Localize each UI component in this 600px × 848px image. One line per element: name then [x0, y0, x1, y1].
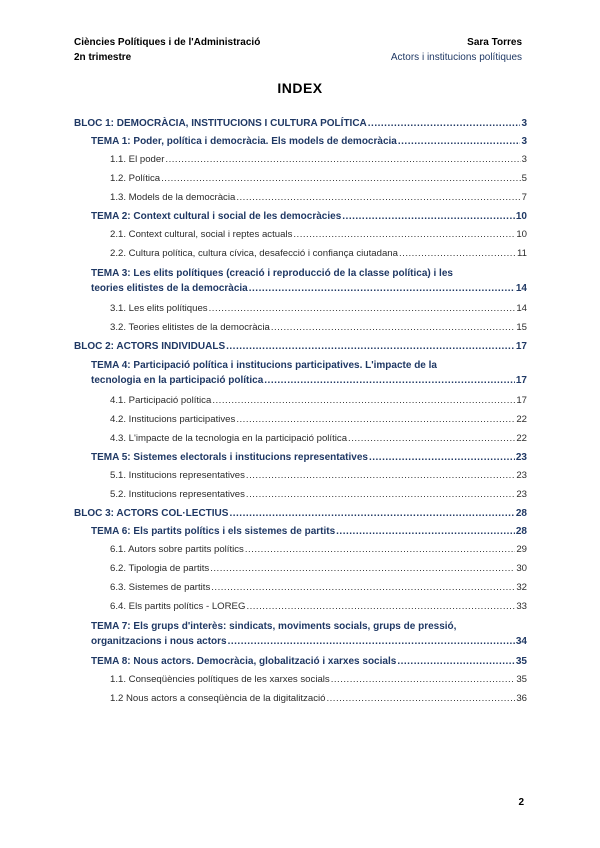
toc-entry-title: 5.1. Institucions representatives — [110, 470, 245, 481]
dot-leader — [271, 322, 516, 333]
toc-entry-tema[interactable] — [74, 526, 527, 544]
toc-entry-sub[interactable] — [74, 414, 527, 433]
toc-page-number: 28 — [515, 526, 527, 537]
toc-entry-title: 4.1. Participació política — [110, 395, 212, 406]
toc-entry-title: BLOC 2: ACTORS INDIVIDUALS — [74, 341, 226, 352]
toc-entry-title: 2.1. Context cultural, social i reptes actuals — [110, 229, 293, 240]
toc-page-number: 29 — [516, 544, 527, 555]
toc-page-number: 17 — [515, 341, 527, 352]
table-of-contents — [74, 118, 527, 712]
toc-entry-tema[interactable] — [74, 211, 527, 229]
toc-entry-title-line: TEMA 3: Les elits polítiques (creació i reproducció de la classe política) i les — [91, 268, 453, 279]
dot-leader — [211, 582, 515, 593]
toc-entry-sub[interactable] — [74, 395, 527, 414]
toc-entry-sub[interactable] — [74, 303, 527, 322]
toc-page-number: 11 — [517, 248, 527, 259]
toc-entry-title: 4.2. Institucions participatives — [110, 414, 236, 425]
toc-entry-title: 1.3. Models de la democràcia — [110, 192, 236, 203]
dot-leader — [342, 211, 515, 222]
dot-leader — [245, 544, 515, 555]
toc-entry-sub[interactable] — [74, 563, 527, 582]
toc-entry-sub[interactable] — [74, 248, 527, 267]
dot-leader — [226, 341, 515, 352]
toc-entry-title: TEMA 6: Els partits polítics i els sistemes de partits — [91, 526, 336, 537]
toc-page-number: 23 — [515, 452, 527, 463]
toc-entry-title: BLOC 1: DEMOCRÀCIA, INSTITUCIONS I CULTURA POLÍTICA — [74, 118, 367, 129]
toc-entry-title-line: TEMA 7: Els grups d'interès: sindicats, moviments socials, grups de pressió, — [91, 621, 457, 632]
dot-leader — [236, 192, 520, 203]
toc-entry-title: 2.2. Cultura política, cultura cívica, desafecció i confiança ciutadana — [110, 248, 398, 259]
dot-leader — [165, 154, 520, 165]
subject-name: Actors i institucions polítiques — [390, 51, 522, 63]
toc-entry-sub[interactable] — [74, 674, 527, 693]
toc-page-number: 17 — [515, 375, 527, 386]
toc-entry-title: 6.3. Sistemes de partits — [110, 582, 211, 593]
toc-page-number: 3 — [521, 154, 527, 165]
toc-page-number: 3 — [521, 118, 527, 129]
toc-entry-title: TEMA 5: Sistemes electorals i institucions representatives — [91, 452, 368, 463]
dot-leader — [369, 452, 515, 463]
toc-entry-tema[interactable] — [74, 452, 527, 470]
toc-page-number: 3 — [521, 136, 527, 147]
dot-leader — [246, 489, 515, 500]
dot-leader — [209, 303, 516, 314]
toc-page-number: 7 — [521, 192, 527, 203]
toc-entry-sub[interactable] — [74, 544, 527, 563]
toc-entry-title: teories elitistes de la democràcia — [91, 283, 248, 294]
dot-leader — [326, 693, 515, 704]
page-number: 2 — [518, 797, 524, 808]
author-name: Sara Torres — [467, 37, 522, 48]
toc-page-number: 30 — [516, 563, 527, 574]
toc-entry-title-line: TEMA 4: Participació política i institucions participatives. L'impacte de la — [91, 360, 437, 371]
toc-entry-sub[interactable] — [74, 173, 527, 192]
toc-entry-bloc[interactable] — [74, 508, 527, 526]
toc-entry-title: 3.1. Les elits polítiques — [110, 303, 208, 314]
course-title: Ciències Polítiques i de l'Administració — [74, 37, 261, 48]
dot-leader — [398, 136, 521, 147]
toc-entry-title: TEMA 2: Context cultural i social de les democràcies — [91, 211, 342, 222]
toc-entry-title: 6.1. Autors sobre partits polítics — [110, 544, 244, 555]
dot-leader — [161, 173, 521, 184]
toc-entry-tema2[interactable] — [74, 620, 527, 656]
dot-leader — [246, 601, 515, 612]
dot-leader — [397, 656, 515, 667]
dot-leader — [210, 563, 515, 574]
toc-page-number: 33 — [516, 601, 527, 612]
toc-entry-title: 1.2 Nous actors a conseqüència de la digitalització — [110, 693, 326, 704]
toc-entry-sub[interactable] — [74, 489, 527, 508]
toc-page-number: 17 — [516, 395, 527, 406]
toc-entry-title: TEMA 1: Poder, política i democràcia. Els models de democràcia — [91, 136, 397, 147]
toc-entry-title: organitzacions i nous actors — [91, 636, 227, 647]
toc-entry-title: 4.3. L'impacte de la tecnologia en la participació política — [110, 433, 348, 444]
toc-page-number: 35 — [516, 674, 527, 685]
dot-leader — [348, 433, 515, 444]
toc-entry-bloc[interactable] — [74, 341, 527, 359]
dot-leader — [246, 470, 515, 481]
term-label: 2n trimestre — [74, 51, 132, 63]
toc-entry-title: 5.2. Institucions representatives — [110, 489, 245, 500]
toc-page-number: 15 — [516, 322, 527, 333]
toc-page-number: 22 — [516, 414, 527, 425]
toc-page-number: 14 — [515, 283, 527, 294]
toc-entry-sub[interactable] — [74, 582, 527, 601]
dot-leader — [293, 229, 515, 240]
toc-entry-sub[interactable] — [74, 433, 527, 452]
dot-leader — [264, 373, 515, 389]
toc-entry-sub[interactable] — [74, 192, 527, 211]
toc-entry-sub[interactable] — [74, 229, 527, 248]
toc-page-number: 28 — [515, 508, 527, 519]
page-title: INDEX — [277, 80, 323, 96]
toc-page-number: 34 — [515, 636, 527, 647]
dot-leader — [212, 395, 515, 406]
toc-entry-tema2[interactable] — [74, 267, 527, 303]
toc-entry-bloc[interactable] — [74, 118, 527, 136]
toc-page-number: 22 — [516, 433, 527, 444]
dot-leader — [336, 526, 515, 537]
dot-leader — [249, 281, 515, 297]
toc-entry-title: 6.4. Els partits polítics - LOREG — [110, 601, 246, 612]
toc-entry-sub[interactable] — [74, 693, 527, 712]
toc-entry-title: 1.1. El poder — [110, 154, 165, 165]
toc-page-number: 32 — [516, 582, 527, 593]
dot-leader — [368, 118, 521, 129]
toc-entry-sub[interactable] — [74, 470, 527, 489]
toc-page-number: 35 — [515, 656, 527, 667]
page-header — [74, 36, 522, 65]
dot-leader — [331, 674, 516, 685]
toc-entry-title: 1.1. Conseqüències polítiques de les xarxes socials — [110, 674, 330, 685]
toc-entry-tema[interactable] — [74, 136, 527, 154]
toc-page-number: 23 — [516, 470, 527, 481]
toc-page-number: 36 — [516, 693, 527, 704]
toc-page-number: 5 — [521, 173, 527, 184]
dot-leader — [399, 248, 516, 259]
dot-leader — [228, 634, 515, 650]
toc-page-number: 14 — [516, 303, 527, 314]
toc-entry-tema[interactable] — [74, 656, 527, 674]
toc-page-number: 10 — [515, 211, 527, 222]
dot-leader — [229, 508, 514, 519]
toc-entry-title: tecnologia en la participació política — [91, 375, 264, 386]
toc-entry-sub[interactable] — [74, 601, 527, 620]
toc-entry-tema2[interactable] — [74, 359, 527, 395]
toc-entry-title: 6.2. Tipologia de partits — [110, 563, 210, 574]
toc-entry-title: 1.2. Política — [110, 173, 161, 184]
toc-page-number: 23 — [516, 489, 527, 500]
dot-leader — [236, 414, 515, 425]
toc-entry-sub[interactable] — [74, 154, 527, 173]
toc-page-number: 10 — [516, 229, 527, 240]
toc-entry-title: BLOC 3: ACTORS COL·LECTIUS — [74, 508, 229, 519]
toc-entry-title: TEMA 8: Nous actors. Democràcia, globalització i xarxes socials — [91, 656, 397, 667]
toc-entry-title: 3.2. Teories elitistes de la democràcia — [110, 322, 270, 333]
toc-entry-sub[interactable] — [74, 322, 527, 341]
